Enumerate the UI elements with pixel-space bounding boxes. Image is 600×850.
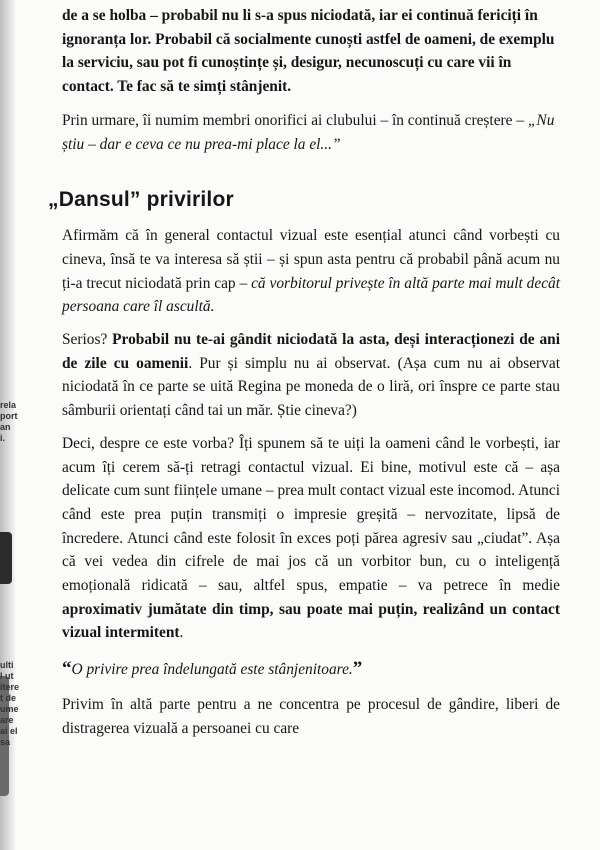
paragraph-look-away: Privim în altă parte pentru a ne concentra pe procesul de gândire, liberi de distragerea vizuală a persoanei cu care (62, 696, 560, 737)
paragraph-text: . (179, 624, 184, 642)
paragraph-eye-contact (62, 224, 560, 319)
paragraph-bold: aproximativ jumătate din timp, sau poate mai puțin, realizând un contact vizual intermitent (62, 600, 560, 642)
paragraph-text: Deci, despre ce este vorba? Îți spunem să te uiți la oameni când le vorbești, iar acum îți cerem să-ți retragi contactul vizual. Ei bine, motivul este că – așa delicate cum sunt ființele umane – prea mult contact vizual este incomod. Atunci când este prea puțin transmiți o impresie greșită – nervozitate, lipsă de încredere. Atunci când este folosit în exces poți părea agresiv sau „ciudat”. Așa că vei vedea din cifrele de mai jos că un vorbitor bun, cu o inteligență emoțională ridicată – sau, altfel spus, empatie – va petrece în medie (62, 434, 560, 595)
adjacent-page-bleed-text: rela port an i. (0, 400, 18, 443)
paragraph-explanation (62, 432, 560, 645)
book-page (48, 4, 561, 741)
paragraph-italic: că vorbitorul privește în altă parte mai mult decât persoana care îl ascultă. (62, 274, 560, 316)
adjacent-page-bleed-text: ulti l ut itere t de ume are ai el sa (0, 660, 20, 747)
paragraph-text: Serios? (62, 331, 113, 349)
pull-quote (62, 657, 560, 681)
intro-paragraph-club (62, 109, 560, 156)
paragraph-text: . Pur și simplu nu ai observat. (Așa cum nu ai observat niciodată în ce parte se uită Regina pe moneda de o liră, ori înspre ce parte stau sâmburii orientați când tai un măr. Știe cineva?) (62, 354, 560, 420)
paragraph-bold: Probabil nu te-ai gândit niciodată la asta, deși interacționezi de ani de zile cu oamenii (62, 331, 561, 372)
section-heading: „Dansul” privirilor (48, 188, 234, 212)
intro-paragraph: de a se holba – probabil nu li s-a spus niciodată, iar ei continuă fericiți în ignoranța lor. Probabil că socialmente cunoști astfel de oameni, de exemplu la serviciu, sau pot fi cunoștințe și, desigur, necunoscuți cu care vii în contact. Te fac să te simți stânjenit. (62, 7, 555, 96)
open-quote-mark: “ (62, 658, 72, 680)
close-quote-mark: ” (352, 658, 363, 680)
paragraph-text: Afirmăm că în general contactul vizual este esențial atunci când vorbești cu cineva, însă te va interesa să știi – și spun asta pentru că probabil până acum nu ți-a trecut niciodată prin cap – (62, 227, 560, 292)
intro-italic-quote: „Nu știu – dar e ceva ce nu prea-mi place la el...” (62, 111, 555, 153)
scan-margin-strip (0, 0, 20, 850)
paragraph-seriously (62, 328, 560, 423)
scan-edge-mark (0, 532, 12, 584)
pull-quote-text: O privire prea îndelungată este stânjenitoare. (71, 661, 353, 679)
intro-text: Prin urmare, îi numim membri onorifici ai clubului – în continuă creștere – (62, 111, 528, 129)
